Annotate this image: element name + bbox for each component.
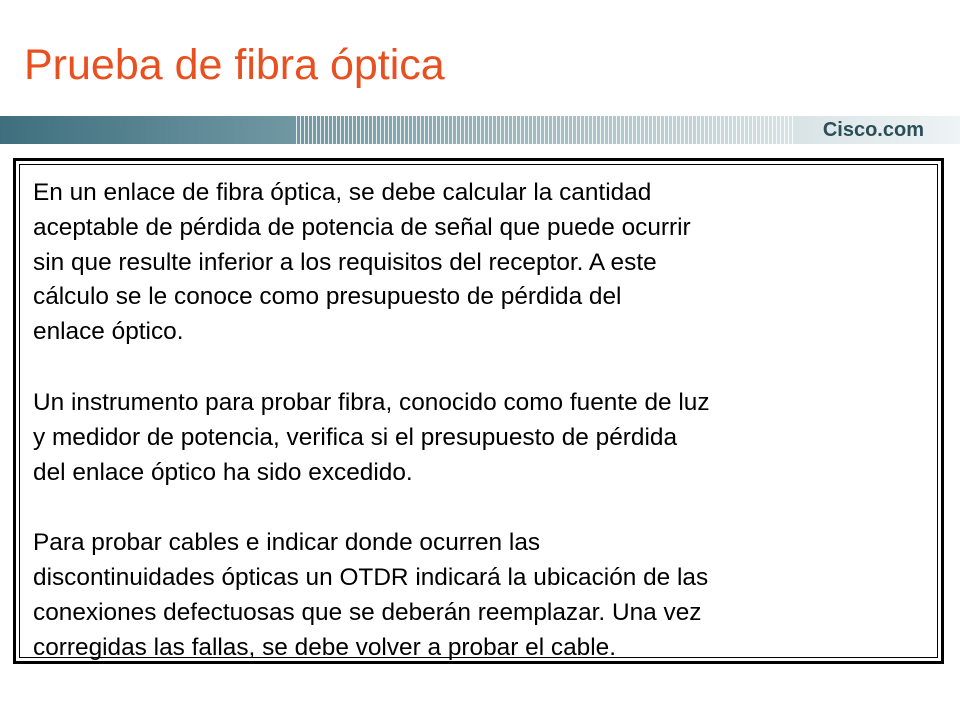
paragraph-power-meter: Un instrumento para probar fibra, conocido como fuente de luz y medidor de potencia, verifica si el presupuesto de pérdida del enlace óptico ha sido excedido.: [33, 388, 710, 486]
content-box-inner: [19, 164, 938, 661]
content-box: [13, 158, 944, 664]
slide-title: Prueba de fibra óptica: [24, 41, 445, 89]
header-bar: [0, 116, 960, 144]
paragraph-otdr: Para probar cables e indicar donde ocurren las discontinuidades ópticas un OTDR indicará la ubicación de las conexiones defectuosas que se deberán reemplazar. Una vez corregidas las fallas, se debe volver a probar el cable.: [33, 529, 709, 661]
cisco-logo: Cisco.com: [822, 119, 924, 141]
paragraph-loss-budget: En un enlace de fibra óptica, se debe calcular la cantidad aceptable de pérdida de potencia de señal que puede ocurrir sin que resulte inferior a los requisitos del receptor. A este cálculo se le conoce como presupuesto de pérdida del enlace óptico.: [33, 179, 691, 346]
bar-stripes: [296, 116, 796, 144]
